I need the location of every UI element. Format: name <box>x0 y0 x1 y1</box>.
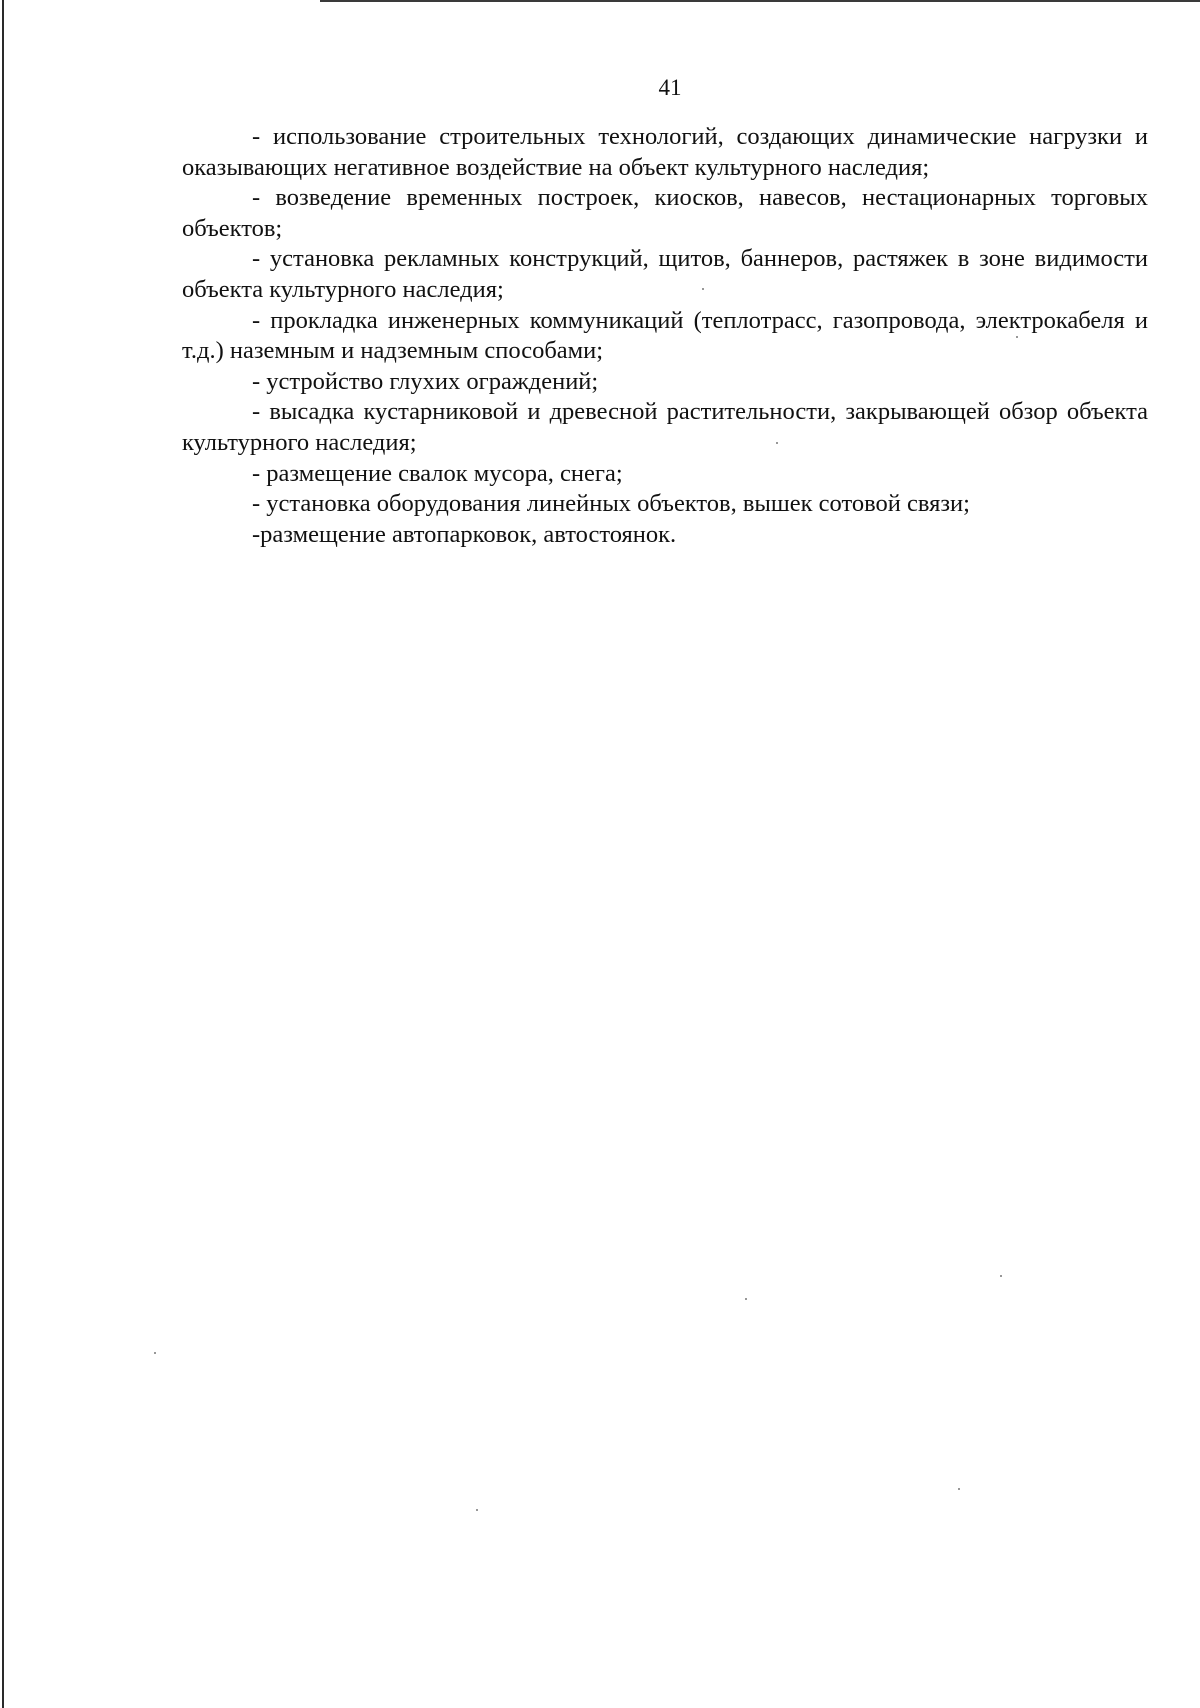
list-item: - устройство глухих ограждений; <box>252 367 599 395</box>
page-number: 41 <box>658 75 682 100</box>
scan-top-edge <box>320 0 1200 2</box>
list-item: - установка рекламных конструкций, щитов, баннеров, растяжек в зоне видимости объекта культурного наследия; <box>182 245 1148 303</box>
list-item: -размещение автопарковок, автостоянок. <box>252 520 677 548</box>
scan-speck <box>1016 336 1018 338</box>
list-item: - прокладка инженерных коммуникаций (теплотрасс, газопровода, электрокабеля и т.д.) наземным и надземным способами; <box>182 306 1148 365</box>
list-item: - размещение свалок мусора, снега; <box>252 459 623 487</box>
scan-speck <box>745 1298 747 1300</box>
scan-speck <box>154 1352 156 1354</box>
list-item: - высадка кустарниковой и древесной растительности, закрывающей обзор объекта культурного наследия; <box>182 398 1148 456</box>
list-item: - использование строительных технологий, создающих динамические нагрузки и оказывающих негативное воздействие на объект культурного наследия; <box>182 123 1148 181</box>
scan-speck <box>476 1509 478 1511</box>
scan-left-edge <box>2 0 4 1708</box>
list-item: - возведение временных построек, киосков, навесов, нестационарных торговых объектов; <box>182 184 1148 242</box>
scan-speck <box>702 288 704 290</box>
scan-speck <box>776 442 778 444</box>
scan-speck <box>1000 1275 1002 1277</box>
document-body <box>182 122 1148 550</box>
scan-speck <box>958 1488 960 1490</box>
list-item: - установка оборудования линейных объектов, вышек сотовой связи; <box>252 490 970 518</box>
